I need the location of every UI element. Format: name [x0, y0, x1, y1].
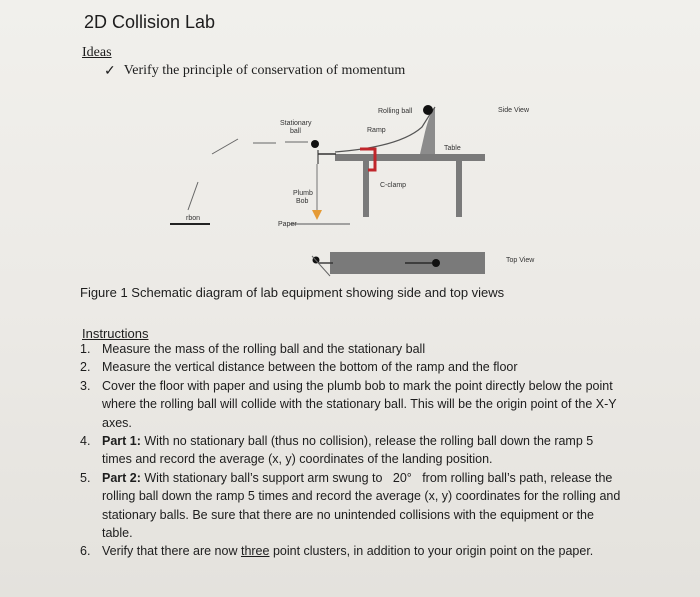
list-item: 5. Part 2: With stationary ball’s support arm swung to 20° from rolling ball’s path, release the rolling ball down the ramp 5 times and record the average (x, y) coordinates for the rolling and stationary balls. Be sure that there are no unintended collisions with the equipment or the table. [80, 470, 624, 541]
label-plumb-bob-2: Bob [296, 198, 309, 205]
label-top-view: Top View [506, 257, 535, 264]
table-leg-right [456, 161, 462, 217]
lab-equipment-figure [150, 92, 560, 282]
table-top [335, 154, 485, 161]
list-item: 3. Cover the floor with paper and using the plumb bob to mark the point directly below the point where the rolling ball will collide with the stationary ball. This will be the origin point of the X-Y axes. [80, 378, 617, 430]
label-rolling-ball: Rolling ball [378, 108, 413, 115]
figure-caption: Figure 1 Schematic diagram of lab equipment showing side and top views [80, 285, 505, 300]
label-plumb-bob-1: Plumb [293, 190, 313, 197]
stationary-ball [311, 140, 319, 148]
label-ramp: Ramp [367, 127, 386, 134]
page-title: 2D Collision Lab [84, 12, 216, 32]
top-view-rolling-ball [432, 259, 440, 267]
rolling-ball [423, 105, 433, 115]
checkmark-icon: ✓ [104, 64, 116, 79]
list-item: 6. Verify that there are now three point clusters, in addition to your origin point on the paper. [80, 544, 594, 559]
trajectory-3 [188, 182, 198, 210]
trajectory-1 [212, 139, 238, 154]
instructions-heading: Instructions [82, 326, 149, 341]
ideas-heading: Ideas [82, 45, 112, 60]
label-side-view: Side View [498, 107, 530, 114]
list-item: 2. Measure the vertical distance between the bottom of the ramp and the floor [80, 360, 518, 375]
label-stationary-ball-2: ball [290, 128, 301, 135]
label-stationary-ball-1: Stationary [280, 120, 312, 127]
list-item: 4. Part 1: With no stationary ball (thus no collision), release the rolling ball down the ramp 5 times and record the average (x, y) coordinates of the landing position. [80, 434, 594, 467]
ideas-item [104, 63, 405, 80]
three-emphasis: three [240, 544, 270, 559]
angle-value: 20° [392, 470, 412, 485]
ideas-item-text: Verify the principle of conservation of momentum [123, 63, 406, 78]
instructions-list [80, 340, 625, 561]
top-view-trajectory [312, 256, 330, 276]
list-item: 1. Measure the mass of the rolling ball and the stationary ball [80, 342, 426, 356]
label-paper: Paper [278, 221, 297, 228]
label-carbon: rbon [186, 215, 201, 222]
label-c-clamp: C-clamp [380, 182, 407, 189]
part-2-label: Part 2: [102, 470, 141, 485]
plumb-bob-shape [312, 210, 322, 220]
label-table: Table [444, 145, 461, 152]
part-1-label: Part 1: [102, 434, 141, 449]
